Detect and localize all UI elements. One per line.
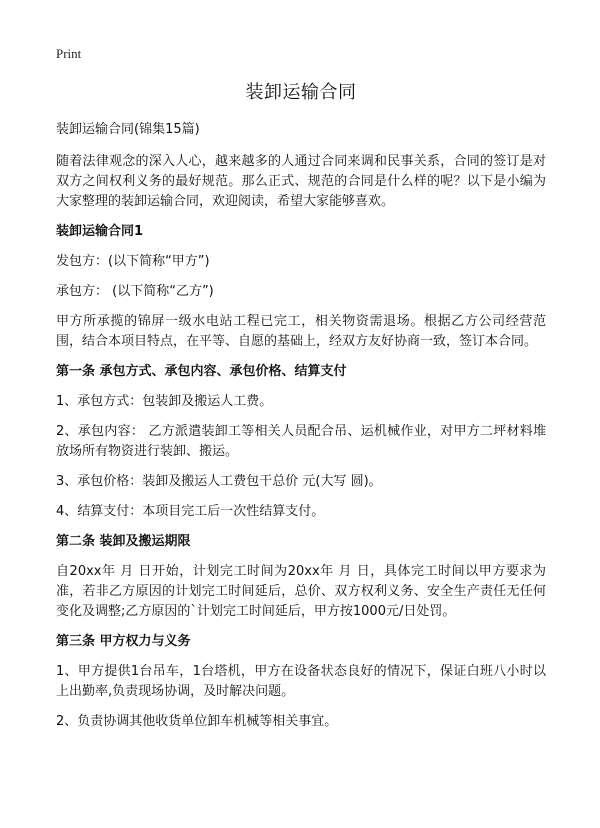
article-1-item-3: 3、承包价格：装卸及搬运人工费包干总价 元(大写 圆)。 [56, 474, 382, 489]
article-1-heading: 第一条 承包方式、承包内容、承包价格、结算支付 [56, 364, 347, 379]
print-link[interactable]: Print [56, 46, 82, 61]
article-3-item-2: 2、负责协调其他收货单位卸车机械等相关事宜。 [56, 714, 338, 729]
party-a-line: 发包方：(以下简称“甲方”) [56, 254, 210, 269]
document-title: 装卸运输合同 [245, 82, 357, 103]
article-2-heading: 第二条 装卸及搬运期限 [56, 534, 191, 549]
article-2-paragraph: 自20xx年 月 日开始，计划完工时间为20xx年 月 日，具体完工时间以甲方要求为准，若非乙方原因的计划完工时间延后，总价、双方权利义务、安全生产责任无任何变化及调整;乙方原因的`计划完工时间延后，甲方按1000元/日处罚。 [56, 564, 546, 619]
article-1-item-4: 4、结算支付：本项目完工后一次性结算支付。 [56, 504, 325, 519]
document-body [56, 78, 546, 742]
intro-paragraph: 随着法律观念的深入人心，越来越多的人通过合同来调和民事关系，合同的签订是对双方之间权利义务的最好规范。那么正式、规范的合同是什么样的呢？以下是小编为大家整理的装卸运输合同，欢迎阅读，希望大家能够喜欢。 [56, 154, 546, 209]
document-subtitle: 装卸运输合同(锦集15篇) [56, 122, 200, 137]
party-b-line: 承包方： (以下简称“乙方”) [56, 284, 214, 299]
preamble-paragraph: 甲方所承揽的锦屏一级水电站工程已完工，相关物资需退场。根据乙方公司经营范围，结合本项目特点，在平等、自愿的基础上，经双方友好协商一致，签订本合同。 [56, 314, 546, 349]
article-3-heading: 第三条 甲方权力与义务 [56, 634, 191, 649]
section-heading-contract-1: 装卸运输合同1 [56, 224, 144, 239]
article-1-item-1: 1、承包方式：包装卸及搬运人工费。 [56, 394, 273, 409]
article-1-item-2: 2、承包内容： 乙方派遣装卸工等相关人员配合吊、运机械作业，对甲方二坪材料堆放场所有物资进行装卸、搬运。 [56, 424, 546, 459]
article-3-item-1: 1、甲方提供1台吊车，1台塔机，甲方在设备状态良好的情况下，保证白班八小时以上出勤率,负责现场协调，及时解决问题。 [56, 664, 546, 699]
